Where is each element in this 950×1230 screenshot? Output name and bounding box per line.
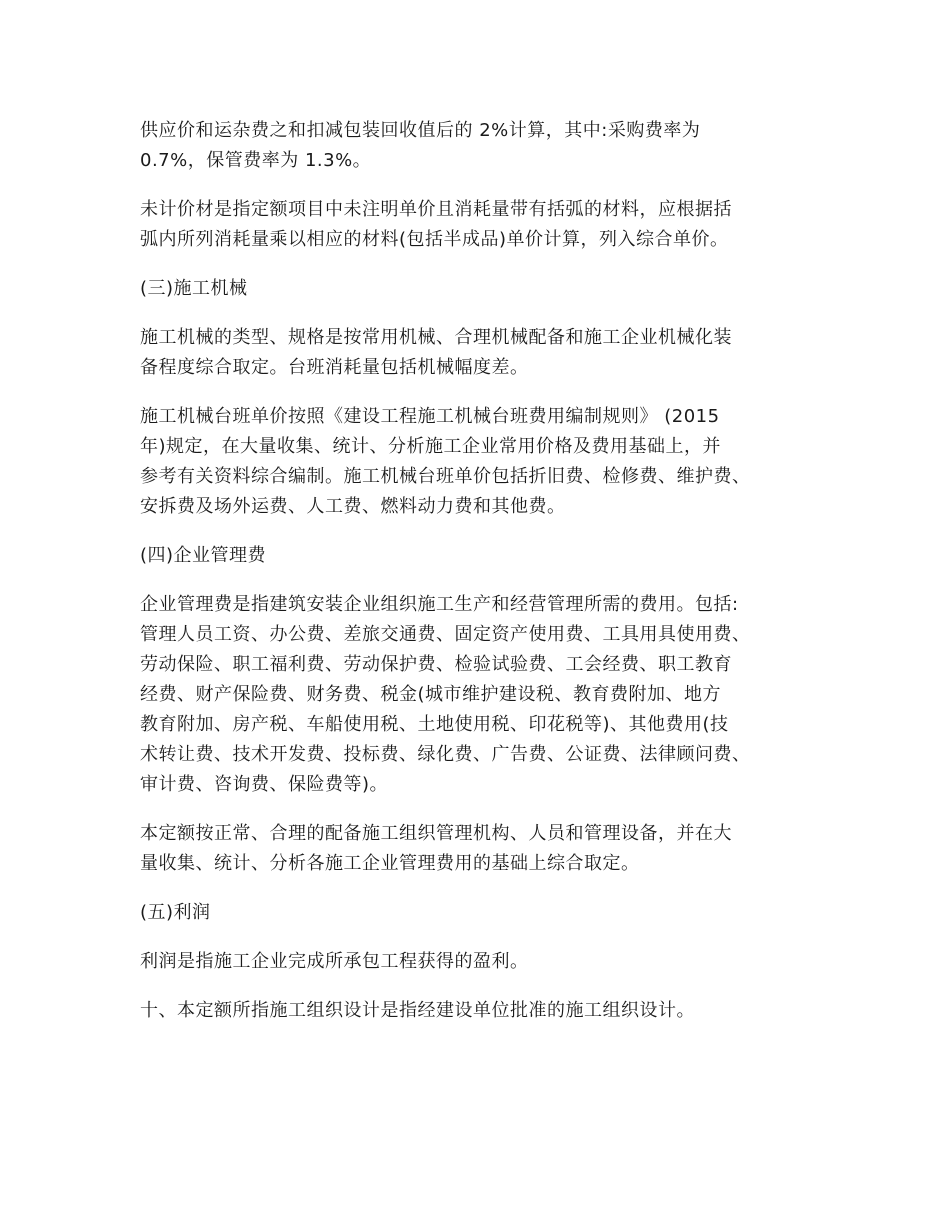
text-line: 年)规定，在大量收集、统计、分析施工企业常用价格及费用基础上，并 — [140, 436, 722, 457]
text-line: 备程度综合取定。台班消耗量包括机械幅度差。 — [140, 357, 529, 378]
heading-text: (四)企业管理费 — [140, 545, 267, 566]
section-heading-machinery — [140, 274, 830, 304]
text-line: 经费、财产保险费、财务费、税金(城市维护建设税、教育费附加、地方 — [140, 684, 722, 705]
text-line: 施工机械的类型、规格是按常用机械、合理机械配备和施工企业机械化装 — [140, 327, 732, 348]
text-line: 术转让费、技术开发费、投标费、绿化费、广告费、公证费、法律顾问费、 — [140, 744, 751, 765]
text-line: 十、本定额所指施工组织设计是指经建设单位批准的施工组织设计。 — [140, 1000, 695, 1021]
text-line: 量收集、统计、分析各施工企业管理费用的基础上综合取定。 — [140, 853, 640, 874]
heading-text: (三)施工机械 — [140, 278, 248, 299]
paragraph-item-ten — [140, 996, 830, 1026]
text-line: 管理人员工资、办公费、差旅交通费、固定资产使用费、工具用具使用费、 — [140, 624, 751, 645]
text-line: 审计费、咨询费、保险费等)。 — [140, 774, 389, 795]
text-line: 0.7%，保管费率为 1.3%。 — [140, 150, 372, 171]
text-line: 本定额按正常、合理的配备施工组织管理机构、人员和管理设备，并在大 — [140, 823, 732, 844]
text-line: 未计价材是指定额项目中未注明单价且消耗量带有括弧的材料，应根据括 — [140, 199, 732, 220]
text-line: 教育附加、房产税、车船使用税、土地使用税、印花税等)、其他费用(技 — [140, 714, 729, 735]
text-line: 施工机械台班单价按照《建设工程施工机械台班费用编制规则》 (2015 — [140, 406, 720, 427]
paragraph-profit-definition — [140, 947, 830, 977]
text-line: 企业管理费是指建筑安装企业组织施工生产和经营管理所需的费用。包括: — [140, 594, 739, 615]
heading-text: (五)利润 — [140, 902, 211, 923]
text-line: 参考有关资料综合编制。施工机械台班单价包括折旧费、检修费、维护费、 — [140, 466, 751, 487]
paragraph-machinery-unit-price — [140, 402, 830, 522]
paragraph-management-fee-definition — [140, 590, 830, 800]
paragraph-unpriced-materials — [140, 195, 830, 255]
paragraph-machinery-types — [140, 323, 830, 383]
document-page — [140, 116, 830, 1045]
section-heading-profit — [140, 898, 830, 928]
text-line: 弧内所列消耗量乘以相应的材料(包括半成品)单价计算，列入综合单价。 — [140, 229, 729, 250]
text-line: 劳动保险、职工福利费、劳动保护费、检验试验费、工会经费、职工教育 — [140, 654, 732, 675]
paragraph-material-rates — [140, 116, 830, 176]
text-line: 安拆费及场外运费、人工费、燃料动力费和其他费。 — [140, 496, 566, 517]
paragraph-management-fee-basis — [140, 819, 830, 879]
text-line: 利润是指施工企业完成所承包工程获得的盈利。 — [140, 951, 529, 972]
text-line: 供应价和运杂费之和扣减包装回收值后的 2%计算，其中:采购费率为 — [140, 120, 701, 141]
section-heading-management-fee — [140, 541, 830, 571]
